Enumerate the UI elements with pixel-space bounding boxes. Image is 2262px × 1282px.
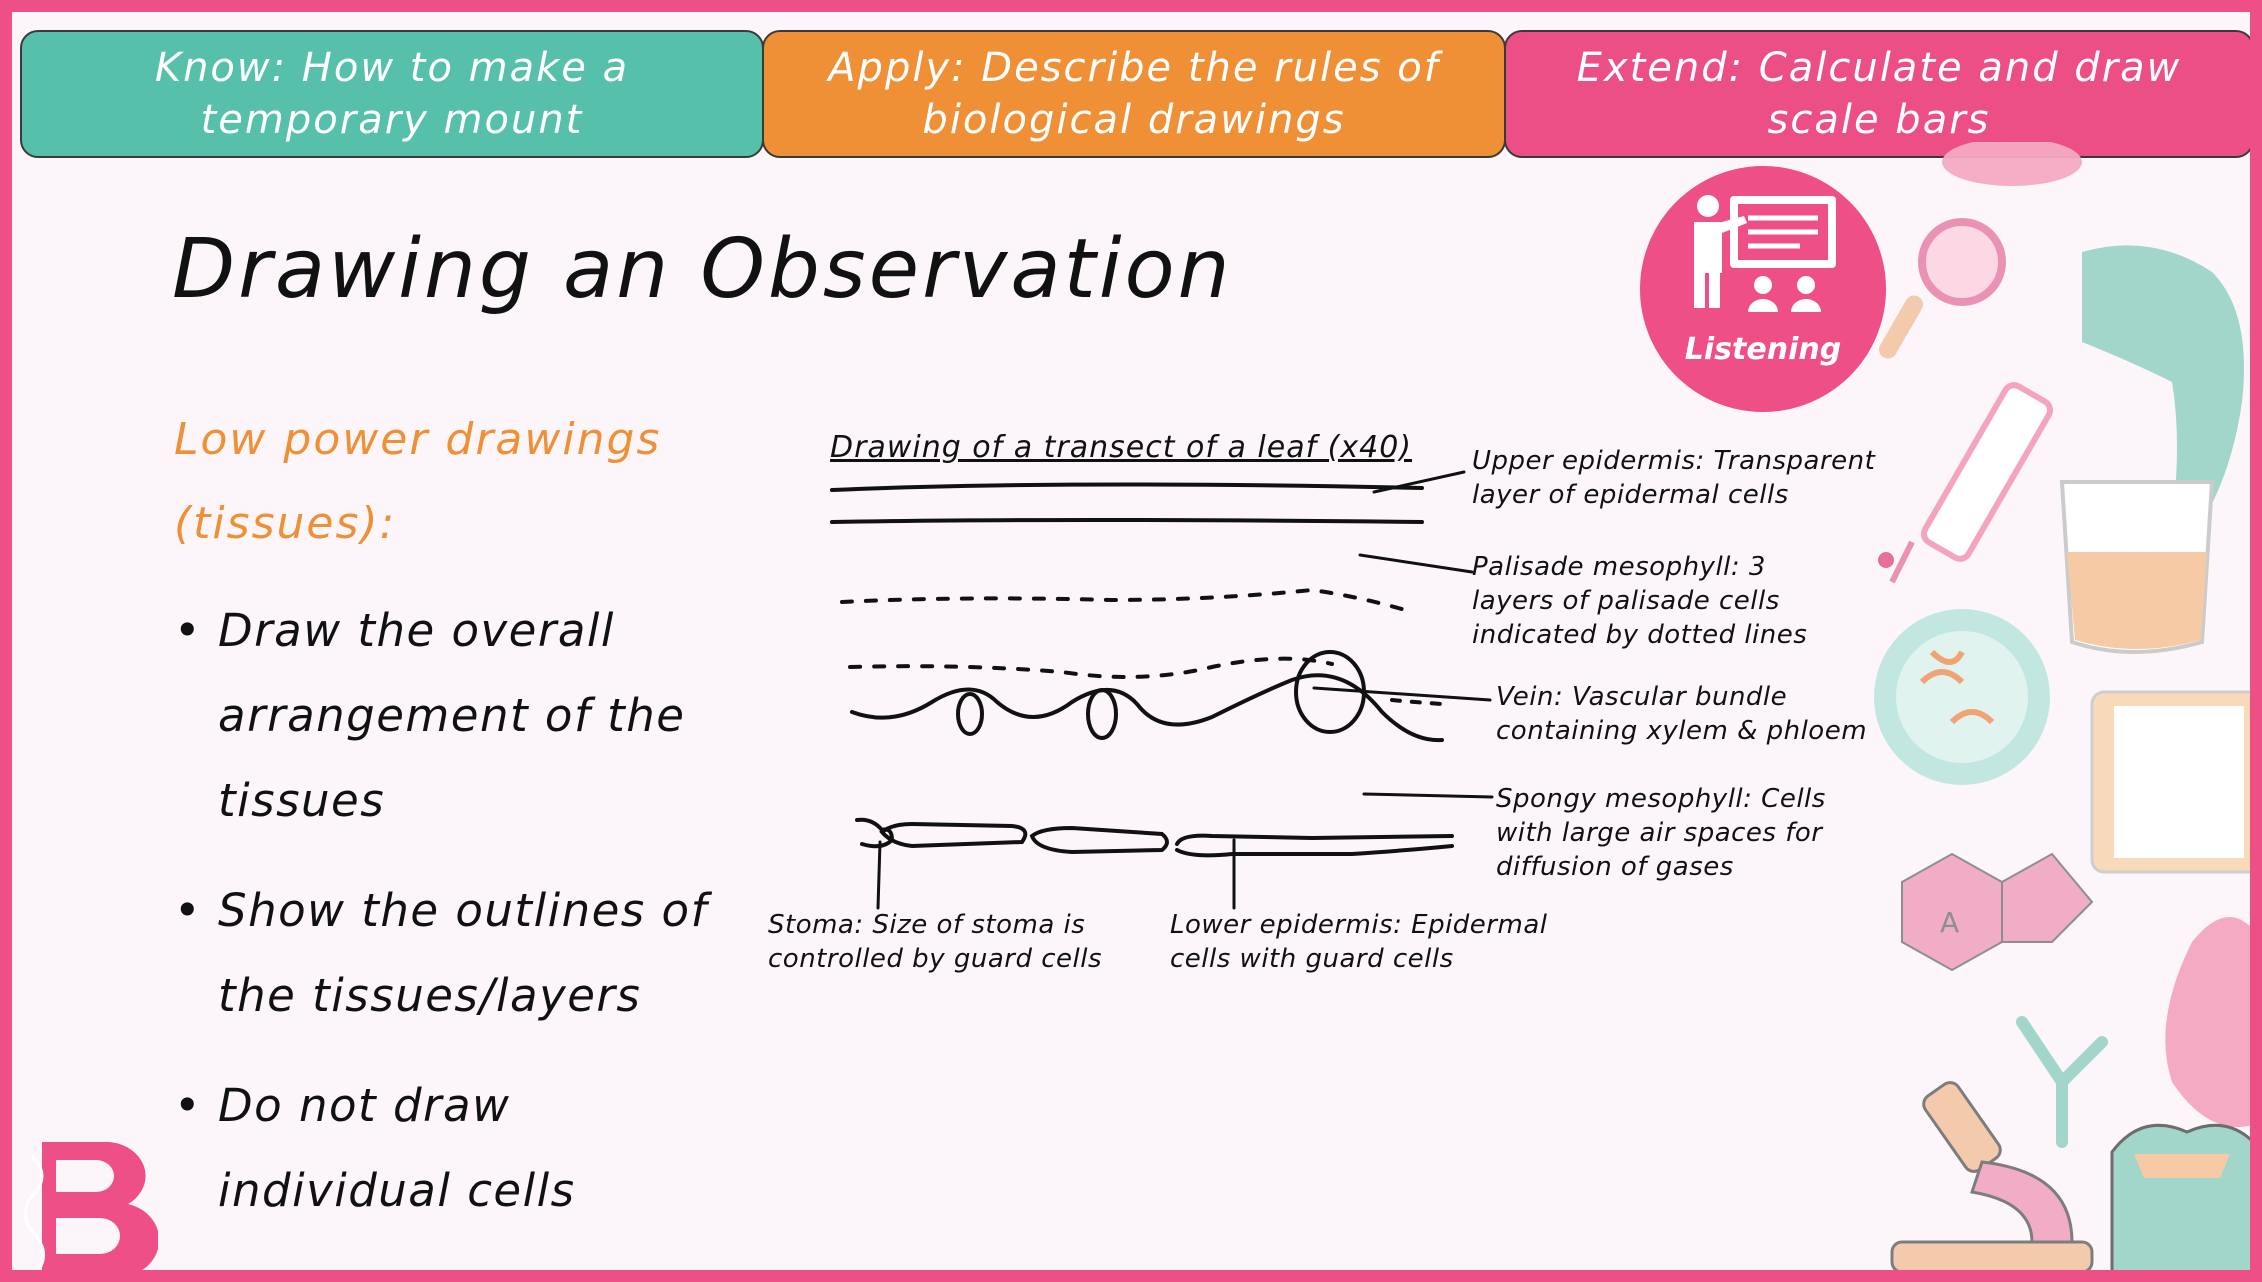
bullet-item: • Do not draw individual cells: [174, 1063, 744, 1233]
palisade-dotted-line: [842, 590, 1412, 612]
antibody-icon: [2022, 1022, 2102, 1142]
molecule-icon: [1902, 854, 2092, 970]
lower-epidermis-outline: [882, 824, 1025, 846]
label-stoma: Stoma: Size of stoma is controlled by guard cells: [768, 910, 1102, 974]
label-spongy-mesophyll: Spongy mesophyll: Cells with large air spaces for diffusion of gases: [1496, 784, 1826, 882]
vein-bundle: [958, 694, 982, 734]
label-lower-epidermis: Lower epidermis: Epidermal cells with guard cells: [1170, 910, 1548, 974]
objective-know-text: Know: How to make a temporary mount: [154, 45, 630, 143]
label-pointer: [1314, 688, 1490, 700]
heart-icon: [2165, 917, 2262, 1127]
bullet-item: • Show the outlines of the tissues/layers: [174, 868, 744, 1038]
page-title: Drawing an Observation: [172, 222, 1233, 317]
vein-bundle: [1088, 690, 1116, 738]
objective-apply-text: Apply: Describe the rules of biological drawings: [828, 45, 1440, 143]
label-pointer: [1360, 555, 1472, 572]
magnifying-glass-icon: [1922, 222, 2002, 302]
label-upper-epidermis: Upper epidermis: Transparent layer of epidermal cells: [1472, 446, 1876, 510]
diagram-title: Drawing of a transect of a leaf (x40): [830, 430, 1413, 465]
label-vein: Vein: Vascular bundle containing xylem & phloem: [1496, 682, 1868, 746]
science-decorations: [1852, 142, 2262, 1282]
bullet-item: • Draw the overall arrangement of the tissues: [174, 588, 744, 843]
lower-epidermis-outline: [1177, 836, 1452, 844]
lower-epidermis-outline: [857, 820, 892, 847]
listening-label: Listening: [1684, 332, 1842, 367]
subheading: Low power drawings (tissues):: [174, 414, 662, 549]
syringe-icon: [1920, 382, 2053, 563]
lower-epidermis-outline: [1032, 828, 1167, 852]
flask-icon: [2112, 1125, 2262, 1272]
petri-dish-icon: [1942, 142, 2082, 186]
svg-text:A: A: [1940, 906, 1960, 939]
label-pointer: [1364, 794, 1492, 797]
upper-epidermis-line: [832, 484, 1422, 490]
spongy-dotted-line: [1392, 700, 1442, 704]
vein-wavy-line: [852, 675, 1442, 740]
school-logo: [22, 1136, 158, 1282]
label-palisade-mesophyll: Palisade mesophyll: 3 layers of palisade cells indicated by dotted lines: [1472, 552, 1808, 650]
palisade-dotted-line: [850, 659, 1332, 677]
upper-epidermis-line: [832, 520, 1422, 522]
objective-extend-text: Extend: Calculate and draw scale bars: [1576, 45, 2182, 143]
lower-epidermis-outline: [1177, 846, 1452, 855]
label-pointer: [878, 842, 880, 908]
